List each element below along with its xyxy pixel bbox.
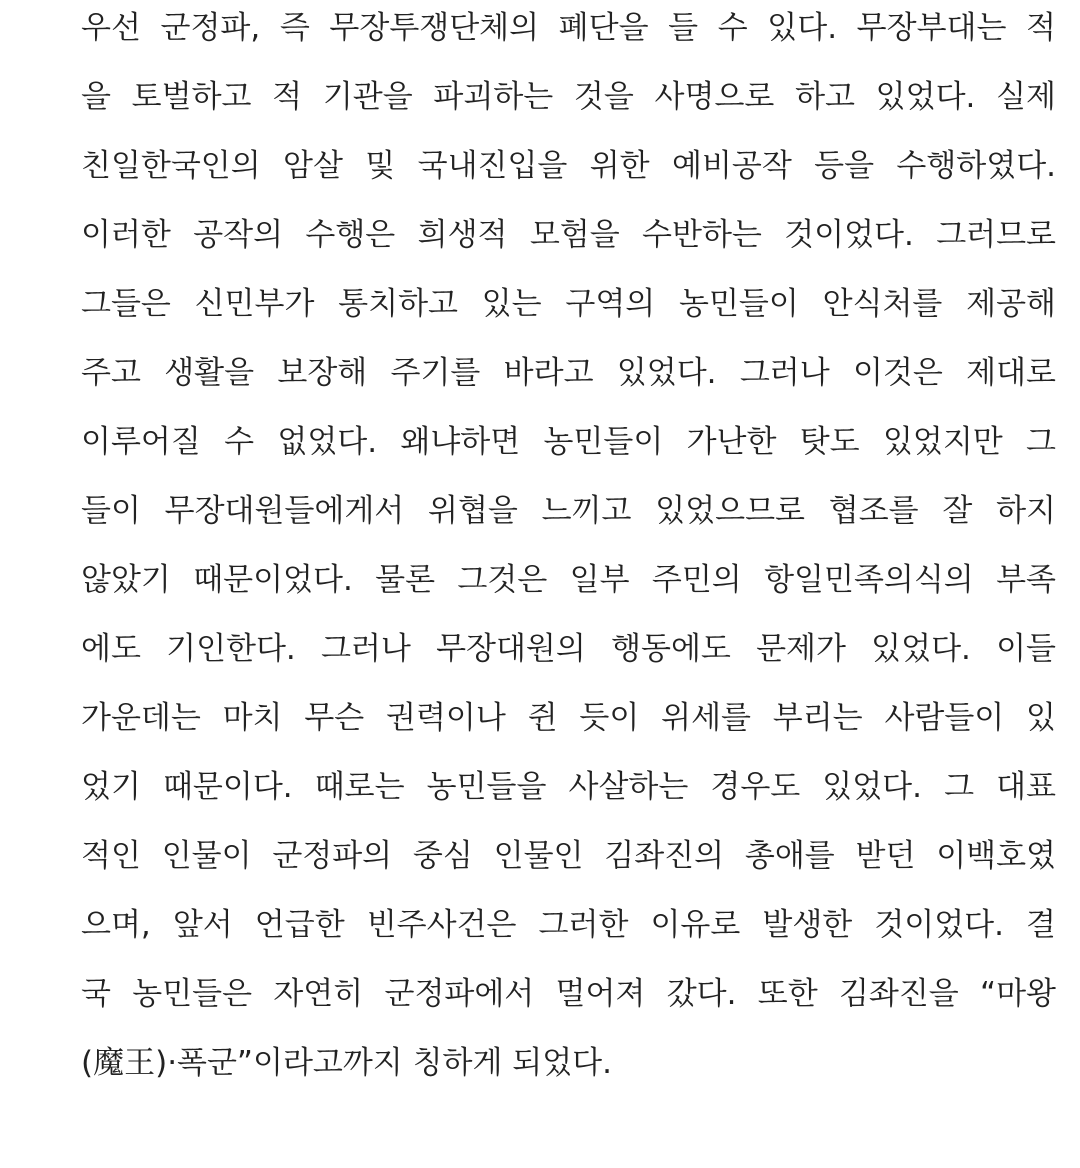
text-line: 었기 때문이다. 때로는 농민들을 사살하는 경우도 있었다. 그 대표: [81, 769, 1056, 805]
text-line: 에도 기인한다. 그러나 무장대원의 행동에도 문제가 있었다. 이들: [81, 631, 1056, 667]
text-line: 주고 생활을 보장해 주기를 바라고 있었다. 그러나 이것은 제대로: [81, 355, 1056, 391]
text-line: 으며, 앞서 언급한 빈주사건은 그러한 이유로 발생한 것이었다. 결: [81, 907, 1056, 943]
text-line: 국 농민들은 자연히 군정파에서 멀어져 갔다. 또한 김좌진을 “마왕: [81, 976, 1056, 1012]
text-line: 을 토벌하고 적 기관을 파괴하는 것을 사명으로 하고 있었다. 실제: [81, 79, 1056, 115]
text-line: 않았기 때문이었다. 물론 그것은 일부 주민의 항일민족의식의 부족: [81, 562, 1056, 598]
text-line: 이루어질 수 없었다. 왜냐하면 농민들이 가난한 탓도 있었지만 그: [81, 424, 1056, 460]
body-paragraph: [81, 0, 1056, 1104]
text-line: 우선 군정파, 즉 무장투쟁단체의 폐단을 들 수 있다. 무장부대는 적: [81, 10, 1056, 46]
text-line: 친일한국인의 암살 및 국내진입을 위한 예비공작 등을 수행하였다.: [81, 148, 1056, 184]
text-line: 그들은 신민부가 통치하고 있는 구역의 농민들이 안식처를 제공해: [81, 286, 1056, 322]
text-line-last: (魔王)·폭군”이라고까지 칭하게 되었다.: [81, 1045, 612, 1081]
text-line: 가운데는 마치 무슨 권력이나 쥔 듯이 위세를 부리는 사람들이 있: [81, 700, 1056, 736]
text-line: 적인 인물이 군정파의 중심 인물인 김좌진의 총애를 받던 이백호였: [81, 838, 1056, 874]
text-line: 이러한 공작의 수행은 희생적 모험을 수반하는 것이었다. 그러므로: [81, 217, 1056, 253]
text-line: 들이 무장대원들에게서 위협을 느끼고 있었으므로 협조를 잘 하지: [81, 493, 1056, 529]
